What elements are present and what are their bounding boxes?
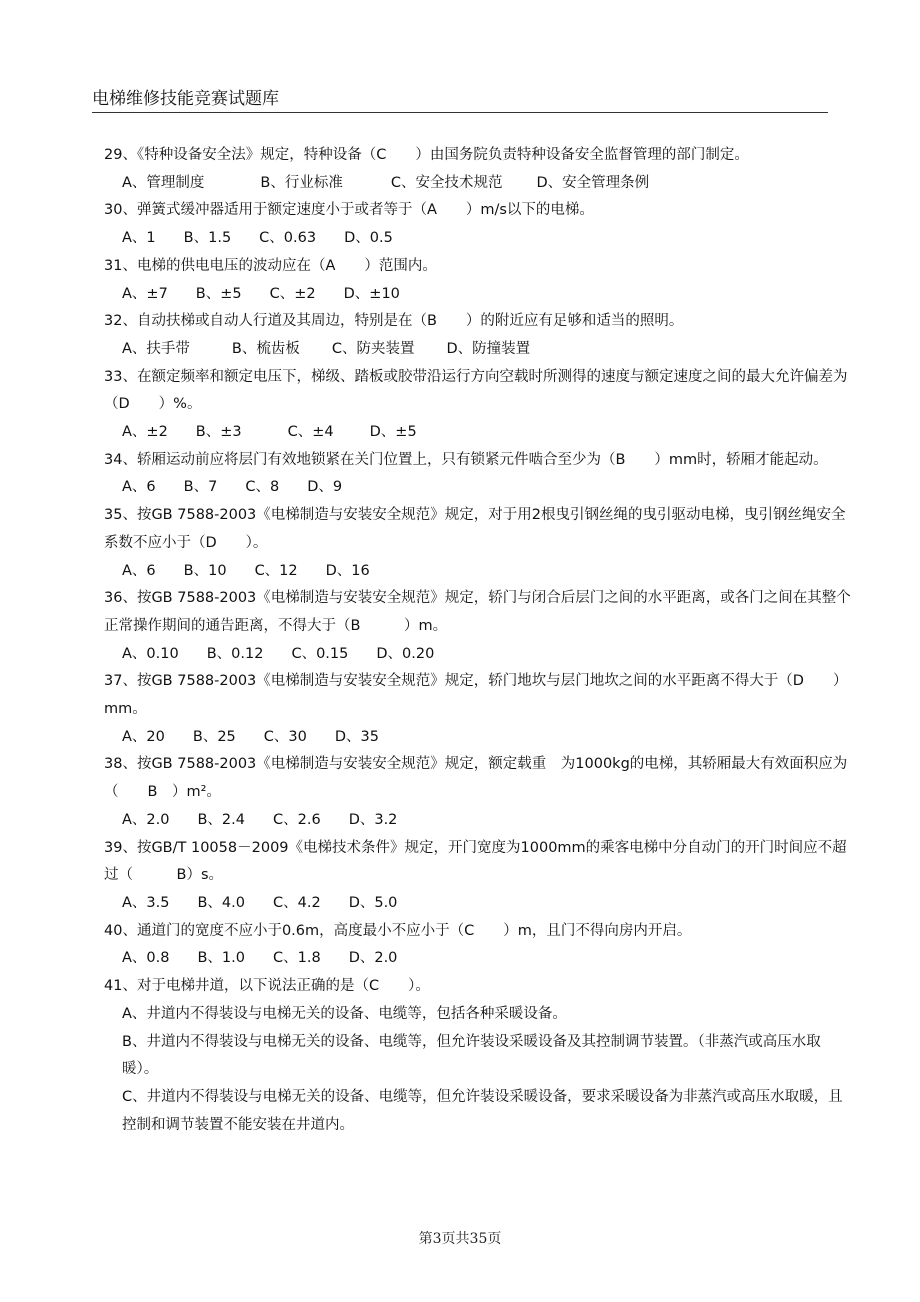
option-d: D、0.5 bbox=[344, 230, 393, 247]
question-list bbox=[104, 142, 852, 1139]
option-c: C、2.6 bbox=[273, 811, 321, 828]
question-38 bbox=[104, 751, 852, 834]
option-c: C、8 bbox=[245, 479, 280, 496]
question-35 bbox=[104, 502, 852, 585]
options-row bbox=[122, 336, 852, 364]
question-29 bbox=[104, 142, 852, 197]
option-d: D、±10 bbox=[343, 285, 400, 302]
option-b: B、0.12 bbox=[206, 645, 264, 662]
option-d: D、0.20 bbox=[376, 645, 435, 662]
options-row bbox=[122, 724, 852, 752]
option-b: B、7 bbox=[183, 479, 218, 496]
question-37 bbox=[104, 668, 852, 751]
option-b: B、1.5 bbox=[183, 230, 232, 247]
option-a: A、0.10 bbox=[122, 645, 179, 662]
options-row bbox=[122, 474, 852, 502]
option-b: B、4.0 bbox=[197, 894, 245, 911]
page-number: 第3页共35页 bbox=[418, 1231, 502, 1247]
question-text: 37、按GB 7588-2003《电梯制造与安装安全规范》规定，轿门地坎与层门地坎之间的水平距离不得大于（D ）mm。 bbox=[104, 673, 848, 718]
options-row bbox=[122, 641, 852, 669]
question-text: 30、弹簧式缓冲器适用于额定速度小于或者等于（A ）m/s以下的电梯。 bbox=[104, 202, 594, 219]
option-b: B、10 bbox=[183, 562, 227, 579]
question-30 bbox=[104, 197, 852, 252]
question-text: 38、按GB 7588-2003《电梯制造与安装安全规范》规定，额定载重 为1000kg的电梯，其轿厢最大有效面积应为（ B ）m²。 bbox=[104, 756, 848, 801]
option-a: A、0.8 bbox=[122, 950, 170, 967]
options-row bbox=[122, 225, 852, 253]
question-36 bbox=[104, 585, 852, 668]
option-a: A、2.0 bbox=[122, 811, 170, 828]
option-a: A、6 bbox=[122, 562, 156, 579]
question-text: 34、轿厢运动前应将层门有效地锁紧在关门位置上，只有锁紧元件啮合至少为（B ）mm时，轿厢才能起动。 bbox=[104, 451, 828, 468]
option-d: D、安全管理条例 bbox=[536, 174, 650, 191]
option-c: C、4.2 bbox=[273, 894, 321, 911]
option-c: C、井道内不得装设与电梯无关的设备、电缆等，但允许装设采暖设备，要求采暖设备为非蒸汽或高压水取暖，且控制和调节装置不能安装在井道内。 bbox=[122, 1088, 843, 1133]
option-c: C、0.15 bbox=[291, 645, 349, 662]
option-b: B、±5 bbox=[195, 285, 242, 302]
option-c: C、±4 bbox=[287, 424, 334, 441]
option-d: D、9 bbox=[307, 479, 343, 496]
option-c: C、12 bbox=[254, 562, 298, 579]
question-text: 41、对于电梯井道，以下说法正确的是（C ）。 bbox=[104, 978, 430, 995]
options-row bbox=[122, 419, 852, 447]
question-31 bbox=[104, 253, 852, 308]
option-b: B、梳齿板 bbox=[231, 340, 300, 357]
options-row bbox=[122, 281, 852, 309]
option-a: A、1 bbox=[122, 230, 156, 247]
option-d: D、2.0 bbox=[348, 950, 398, 967]
question-text: 35、按GB 7588-2003《电梯制造与安装安全规范》规定，对于用2根曳引钢丝绳的曳引驱动电梯，曳引钢丝绳安全系数不应小于（D ）。 bbox=[104, 507, 846, 551]
option-c: C、30 bbox=[263, 728, 307, 745]
question-32 bbox=[104, 308, 852, 363]
option-c: C、±2 bbox=[269, 285, 316, 302]
question-text: 40、通道门的宽度不应小于0.6m，高度最小不应小于（C ）m，且门不得向房内开启。 bbox=[104, 922, 692, 939]
option-c: C、0.63 bbox=[259, 230, 317, 247]
option-a: A、20 bbox=[122, 728, 165, 745]
option-a: A、管理制度 bbox=[122, 174, 205, 191]
question-text: 36、按GB 7588-2003《电梯制造与安装安全规范》规定，轿门与闭合后层门之间的水平距离，或各门之间在其整个正常操作期间的通告距离，不得大于（B ）m。 bbox=[104, 590, 851, 634]
option-b: B、井道内不得装设与电梯无关的设备、电缆等，但允许装设采暖设备及其控制调节装置。（非蒸汽或高压水取暖）。 bbox=[122, 1033, 821, 1078]
option-c: C、安全技术规范 bbox=[390, 174, 503, 191]
options-row bbox=[122, 807, 852, 835]
option-c: C、防夹装置 bbox=[331, 340, 415, 357]
option-b: B、±3 bbox=[195, 424, 242, 441]
question-text: 32、自动扶梯或自动人行道及其周边，特别是在（B ）的附近应有足够和适当的照明。 bbox=[104, 313, 684, 330]
question-text: 31、电梯的供电电压的波动应在（A ）范围内。 bbox=[104, 257, 437, 274]
option-a: A、6 bbox=[122, 479, 156, 496]
option-d: D、防撞装置 bbox=[446, 340, 531, 357]
question-text: 29、《特种设备安全法》规定，特种设备（C ）由国务院负责特种设备安全监督管理的部门制定。 bbox=[104, 147, 749, 163]
option-b: B、2.4 bbox=[197, 811, 245, 828]
option-a: A、3.5 bbox=[122, 894, 170, 911]
option-d: D、±5 bbox=[369, 424, 417, 441]
question-34 bbox=[104, 447, 852, 502]
option-a: A、扶手带 bbox=[122, 340, 190, 357]
page-header: 电梯维修技能竞赛试题库 bbox=[92, 84, 828, 113]
option-b: B、1.0 bbox=[197, 950, 245, 967]
option-b: B、25 bbox=[192, 728, 236, 745]
option-a: A、井道内不得装设与电梯无关的设备、电缆等，包括各种采暖设备。 bbox=[122, 1005, 567, 1022]
question-40 bbox=[104, 918, 852, 973]
option-a: A、±7 bbox=[122, 285, 168, 302]
options-row bbox=[122, 890, 852, 918]
option-d: D、16 bbox=[325, 562, 370, 579]
question-39 bbox=[104, 835, 852, 918]
option-d: D、5.0 bbox=[348, 894, 398, 911]
options-row bbox=[122, 945, 852, 973]
option-d: D、3.2 bbox=[348, 811, 398, 828]
options-row bbox=[122, 170, 852, 198]
option-d: D、35 bbox=[334, 728, 379, 745]
option-b: B、行业标准 bbox=[260, 174, 343, 191]
question-33 bbox=[104, 364, 852, 447]
question-text: 39、按GB/T 10058－2009《电梯技术条件》规定，开门宽度为1000mm的乘客电梯中分自动门的开门时间应不超过（ B）s。 bbox=[104, 839, 847, 884]
option-a: A、±2 bbox=[122, 424, 168, 441]
options-row bbox=[122, 558, 852, 586]
question-text: 33、在额定频率和额定电压下，梯级、踏板或胶带沿运行方向空载时所测得的速度与额定速度之间的最大允许偏差为（D ）%。 bbox=[104, 368, 848, 413]
question-41 bbox=[104, 973, 852, 1139]
option-c: C、1.8 bbox=[273, 950, 321, 967]
